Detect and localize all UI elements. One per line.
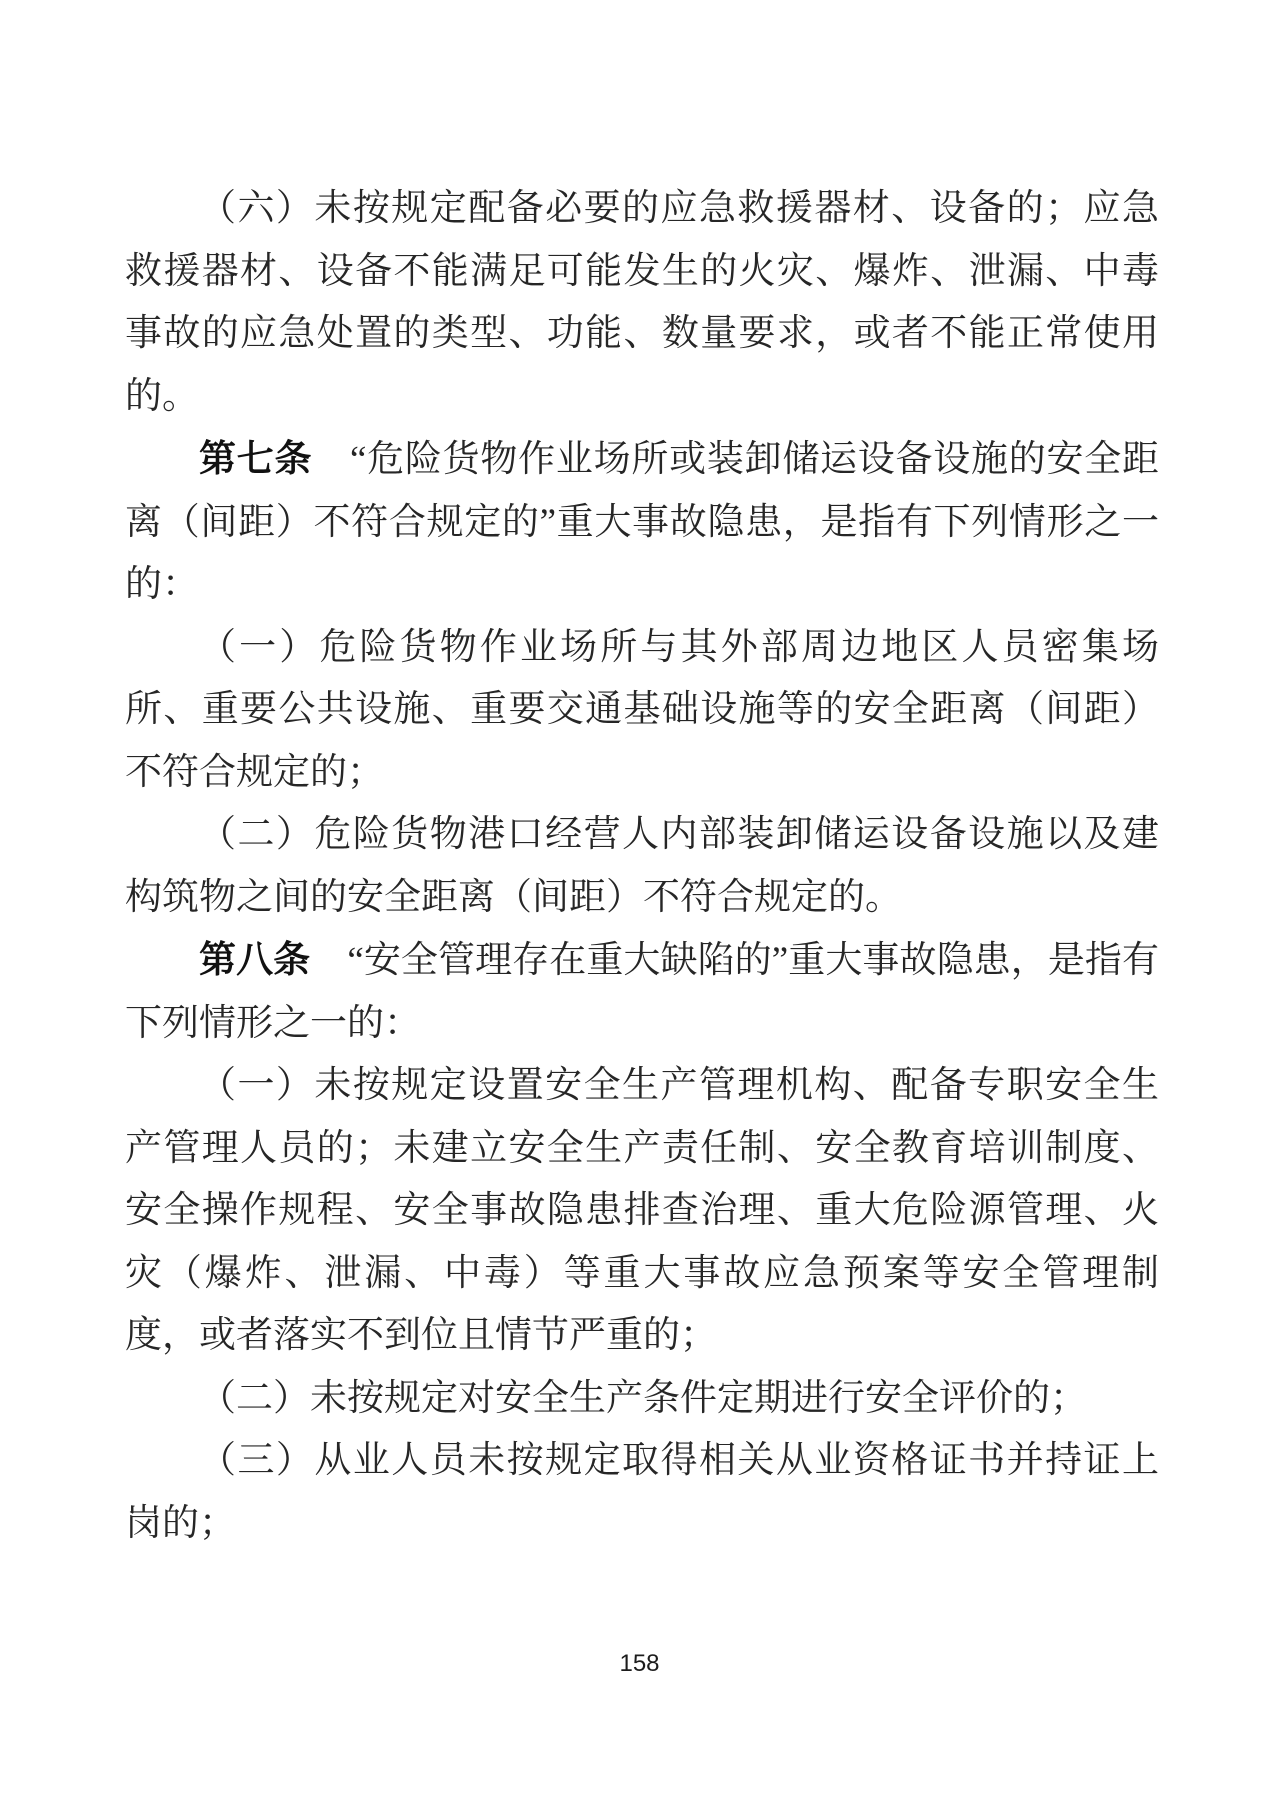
paragraph-text: （六）未按规定配备必要的应急救援器材、设备的；应急救援器材、设备不能满足可能发生的火灾、爆炸、泄漏、中毒事故的应急处置的类型、功能、数量要求，或者不能正常使用的。 xyxy=(125,188,1159,417)
paragraph-item-1b xyxy=(125,1055,1159,1368)
paragraph-text: （二）危险货物港口经营人内部装卸储运设备设施以及建构筑物之间的安全距离（间距）不符合规定的。 xyxy=(125,814,1159,918)
paragraph-text: “危险货物作业场所或装卸储运设备设施的安全距离（间距）不符合规定的”重大事故隐患，是指有下列情形之一的： xyxy=(125,439,1160,605)
paragraph-item-2b xyxy=(125,1368,1159,1431)
paragraph-item-6 xyxy=(125,178,1159,428)
page-number: 158 xyxy=(619,1650,660,1677)
paragraph-text: （二）未按规定对安全生产条件定期进行安全评价的； xyxy=(199,1377,1087,1419)
paragraph-text: “安全管理存在重大缺陷的”重大事故隐患，是指有下列情形之一的： xyxy=(125,940,1160,1044)
paragraph-text: （三）从业人员未按规定取得相关从业资格证书并持证上岗的； xyxy=(125,1440,1159,1544)
document-body xyxy=(125,178,1159,1555)
paragraph-item-2 xyxy=(125,804,1159,929)
page-footer xyxy=(0,1650,1279,1678)
paragraph-text: （一）未按规定设置安全生产管理机构、配备专职安全生产管理人员的；未建立安全生产责任制、安全教育培训制度、安全操作规程、安全事故隐患排查治理、重大危险源管理、火灾（爆炸、泄漏、中毒）等重大事故应急预案等安全管理制度，或者落实不到位且情节严重的； xyxy=(125,1065,1159,1356)
article-number-label: 第八条 xyxy=(199,939,311,980)
paragraph-text: （一）危险货物作业场所与其外部周边地区人员密集场所、重要公共设施、重要交通基础设施等的安全距离（间距）不符合规定的； xyxy=(125,626,1159,793)
paragraph-article-8 xyxy=(125,929,1159,1055)
article-number-label: 第七条 xyxy=(199,438,313,479)
paragraph-item-1 xyxy=(125,617,1159,805)
paragraph-item-3b xyxy=(125,1430,1159,1555)
paragraph-article-7 xyxy=(125,428,1159,617)
